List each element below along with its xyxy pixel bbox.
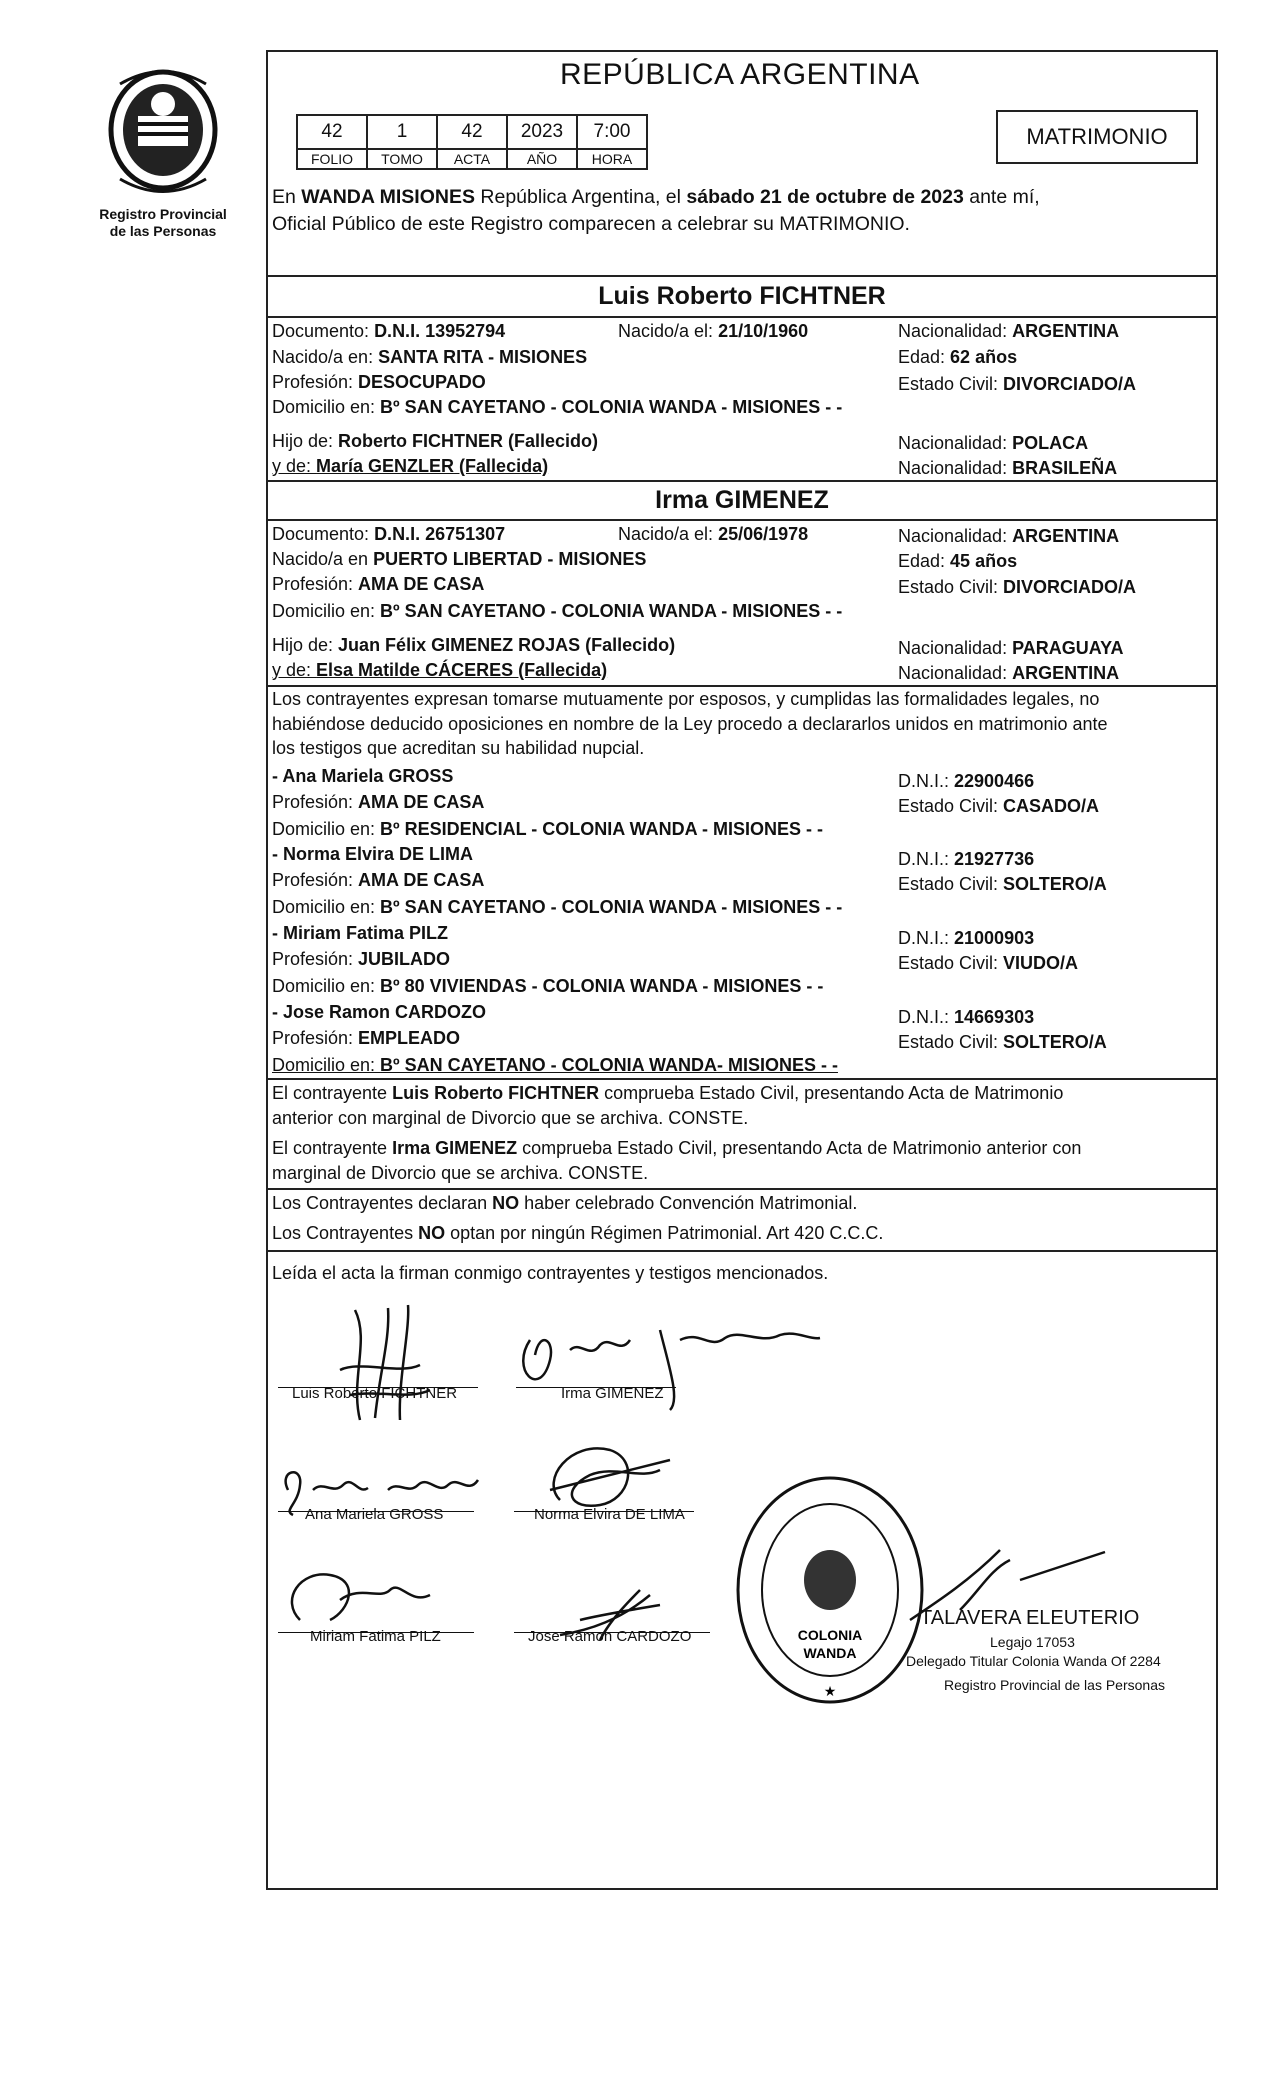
testigo4-domicilio: Domicilio en: Bº SAN CAYETANO - COLONIA WANDA- MISIONES - -	[272, 1055, 838, 1075]
c2-padre-nacionalidad: Nacionalidad: PARAGUAYA	[898, 638, 1124, 658]
divider	[266, 685, 1218, 687]
c1-padre-nacionalidad: Nacionalidad: POLACA	[898, 433, 1089, 453]
contrayente1-name: Luis Roberto FICHTNER	[598, 282, 886, 310]
c2-padre: Hijo de: Juan Félix GIMENEZ ROJAS (Fallecido)	[272, 635, 676, 655]
acta-value: 42	[437, 115, 507, 149]
testigo1-profesion: Profesión: AMA DE CASA	[272, 792, 485, 812]
divider	[266, 1188, 1218, 1190]
c2-estado-civil: Estado Civil: DIVORCIADO/A	[898, 577, 1137, 597]
divider	[266, 275, 1218, 277]
intro-line1: En WANDA MISIONES República Argentina, el sábado 21 de octubre de 2023 ante mí,	[272, 186, 1040, 208]
testigo4-name: - Jose Ramon CARDOZO	[272, 1002, 487, 1022]
c2-edad: Edad: 45 años	[898, 551, 1018, 571]
c1-padre: Hijo de: Roberto FICHTNER (Fallecido)	[272, 431, 599, 451]
c1-domicilio: Domicilio en: Bº SAN CAYETANO - COLONIA WANDA - MISIONES - -	[272, 397, 843, 417]
testigo1-domicilio: Domicilio en: Bº RESIDENCIAL - COLONIA WANDA - MISIONES - -	[272, 819, 823, 839]
declaracion-line3: los testigos que acreditan su habilidad nupcial.	[272, 738, 645, 758]
hora-value: 7:00	[577, 115, 647, 149]
sig2-label: Irma GIMENEZ	[561, 1385, 664, 1402]
c2-nacionalidad: Nacionalidad: ARGENTINA	[898, 526, 1120, 546]
c1-estado-civil: Estado Civil: DIVORCIADO/A	[898, 374, 1137, 394]
c1-profesion: Profesión: DESOCUPADO	[272, 372, 486, 392]
testigo3-dni: D.N.I.: 21000903	[898, 928, 1035, 948]
testigo3-domicilio: Domicilio en: Bº 80 VIVIENDAS - COLONIA WANDA - MISIONES - -	[272, 976, 824, 996]
testigo2-estado: Estado Civil: SOLTERO/A	[898, 874, 1107, 894]
oficial-legajo: Legajo 17053	[990, 1634, 1075, 1650]
registry-table	[296, 114, 648, 170]
c2-nacido-en: Nacido/a en PUERTO LIBERTAD - MISIONES	[272, 549, 647, 569]
divider	[266, 1078, 1218, 1080]
c2-documento: Documento: D.N.I. 26751307	[272, 524, 506, 544]
testigo1-name: - Ana Mariela GROSS	[272, 766, 454, 786]
acta-label: ACTA	[437, 149, 507, 169]
province-logo	[98, 64, 228, 204]
sig5-label: Miriam Fatima PILZ	[310, 1628, 441, 1645]
document-title: REPÚBLICA ARGENTINA	[560, 58, 920, 91]
document-type-box: MATRIMONIO	[996, 110, 1198, 164]
signature-irma	[510, 1310, 830, 1420]
c1-nacionalidad: Nacionalidad: ARGENTINA	[898, 321, 1120, 341]
testigo4-dni: D.N.I.: 14669303	[898, 1007, 1035, 1027]
oficial-name: TALAVERA ELEUTERIO	[920, 1607, 1140, 1629]
oficial-cargo: Delegado Titular Colonia Wanda Of 2284	[906, 1653, 1161, 1669]
hora-label: HORA	[577, 149, 647, 169]
c2-profesion: Profesión: AMA DE CASA	[272, 574, 485, 594]
c2-madre-nacionalidad: Nacionalidad: ARGENTINA	[898, 663, 1120, 683]
testigo2-dni: D.N.I.: 21927736	[898, 849, 1035, 869]
declaracion-line1: Los contrayentes expresan tomarse mutuamente por esposos, y cumplidas las formalidades legales, no	[272, 689, 1100, 709]
svg-text:COLONIA: COLONIA	[797, 1627, 863, 1643]
testigo4-profesion: Profesión: EMPLEADO	[272, 1028, 461, 1048]
testigo2-domicilio: Domicilio en: Bº SAN CAYETANO - COLONIA WANDA - MISIONES - -	[272, 897, 843, 917]
svg-text:★: ★	[823, 1683, 837, 1699]
sig3-label: Ana Mariela GROSS	[305, 1506, 444, 1523]
c1-edad: Edad: 62 años	[898, 347, 1018, 367]
convencion-line2: Los Contrayentes NO optan por ningún Régimen Patrimonial. Art 420 C.C.C.	[272, 1223, 884, 1243]
divider	[266, 316, 1218, 318]
nota2-line2: marginal de Divorcio que se archiva. CONSTE.	[272, 1163, 649, 1183]
c1-documento: Documento: D.N.I. 13952794	[272, 321, 506, 341]
signature-luis	[280, 1300, 480, 1430]
svg-text:WANDA: WANDA	[803, 1645, 857, 1661]
firmas-intro: Leída el acta la firman conmigo contrayentes y testigos mencionados.	[272, 1263, 829, 1283]
c2-nacido-el: Nacido/a el: 25/06/1978	[618, 524, 809, 544]
tomo-value: 1	[367, 115, 437, 149]
logo-caption	[88, 206, 238, 240]
tomo-label: TOMO	[367, 149, 437, 169]
oficial-registro: Registro Provincial de las Personas	[944, 1677, 1165, 1693]
logo-caption-line1: Registro Provincial	[99, 206, 227, 222]
c1-madre: y de: María GENZLER (Fallecida)	[272, 456, 549, 476]
nota1-line1: El contrayente Luis Roberto FICHTNER comprueba Estado Civil, presentando Acta de Matrimonio	[272, 1083, 1064, 1103]
nota1-line2: anterior con marginal de Divorcio que se archiva. CONSTE.	[272, 1108, 749, 1128]
intro-line2: Oficial Público de este Registro comparecen a celebrar su MATRIMONIO.	[272, 213, 910, 235]
logo-caption-line2: de las Personas	[109, 223, 217, 239]
testigo1-dni: D.N.I.: 22900466	[898, 771, 1035, 791]
testigo3-profesion: Profesión: JUBILADO	[272, 949, 451, 969]
divider	[266, 1250, 1218, 1252]
province-seal-icon	[98, 64, 228, 204]
c2-domicilio: Domicilio en: Bº SAN CAYETANO - COLONIA WANDA - MISIONES - -	[272, 601, 843, 621]
c2-madre: y de: Elsa Matilde CÁCERES (Fallecida)	[272, 660, 608, 680]
sig1-label: Luis Roberto FICHTNER	[292, 1385, 458, 1402]
c1-nacido-el: Nacido/a el: 21/10/1960	[618, 321, 809, 341]
divider	[266, 480, 1218, 482]
contrayente2-name: Irma GIMENEZ	[655, 486, 829, 514]
c1-madre-nacionalidad: Nacionalidad: BRASILEÑA	[898, 458, 1118, 478]
testigo1-estado: Estado Civil: CASADO/A	[898, 796, 1100, 816]
anio-label: AÑO	[507, 149, 577, 169]
testigo2-profesion: Profesión: AMA DE CASA	[272, 870, 485, 890]
folio-label: FOLIO	[297, 149, 367, 169]
testigo2-name: - Norma Elvira DE LIMA	[272, 844, 474, 864]
sig4-label: Norma Elvira DE LIMA	[534, 1506, 685, 1523]
sig6-label: Jose Ramon CARDOZO	[528, 1628, 692, 1645]
declaracion-line2: habiéndose deducido oposiciones en nombre de la Ley procedo a declararlos unidos en matrimonio ante	[272, 714, 1108, 734]
testigo4-estado: Estado Civil: SOLTERO/A	[898, 1032, 1107, 1052]
convencion-line1: Los Contrayentes declaran NO haber celebrado Convención Matrimonial.	[272, 1193, 858, 1213]
c1-nacido-en: Nacido/a en: SANTA RITA - MISIONES	[272, 347, 588, 367]
anio-value: 2023	[507, 115, 577, 149]
divider	[266, 519, 1218, 521]
testigo3-estado: Estado Civil: VIUDO/A	[898, 953, 1079, 973]
nota2-line1: El contrayente Irma GIMENEZ comprueba Estado Civil, presentando Acta de Matrimonio anterior con	[272, 1138, 1082, 1158]
testigo3-name: - Miriam Fatima PILZ	[272, 923, 449, 943]
folio-value: 42	[297, 115, 367, 149]
